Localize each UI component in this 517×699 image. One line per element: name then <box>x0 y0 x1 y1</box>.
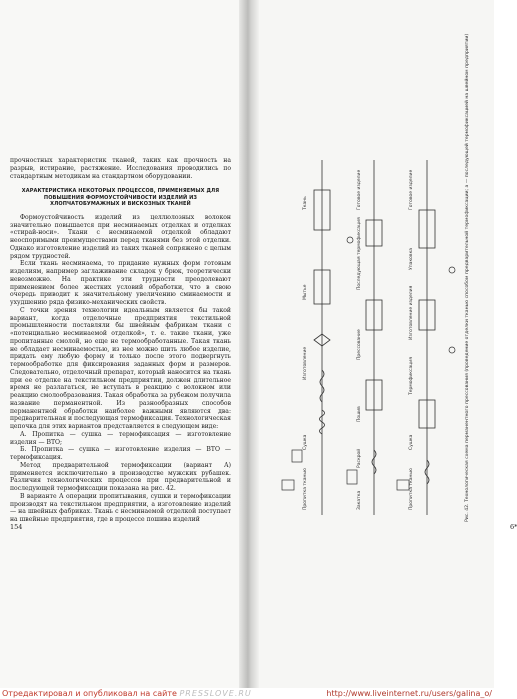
diagram-label: Пошив <box>357 406 362 422</box>
paragraph: Формоустойчивость изделий из целлюлозных волокон значительно повышается при несминаемых отделках и отделках «стирай-носи». Ткани с несминаемой отделкой обладают неоспоримыми преимуществами перед тканями без этой отделки. Однако изготовление изделий из таких тканей сопряжено с целым рядом трудностей. <box>10 213 231 260</box>
page-number-right: 6* <box>510 523 517 531</box>
section-heading: ХАРАКТЕРИСТИКА НЕКОТОРЫХ ПРОЦЕССОВ, ПРИМЕНЯЕМЫХ ДЛЯ ПОВЫШЕНИЯ ФОРМОУСТОЙЧИВОСТИ ИЗДЕЛИЙ ИЗ ХЛОПЧАТОБУМАЖНЫХ И ВИСКОЗНЫХ ТКАНЕЙ <box>21 188 220 208</box>
left-page <box>0 0 247 690</box>
diagram-label: Прессование <box>357 329 362 360</box>
paragraph: Б. Пропитка — сушка — изготовление изделия — ВТО — термофиксация. <box>10 446 231 461</box>
diagram-label: Закатка <box>357 490 362 510</box>
watermark-left-text: Отредактировал и опубликовал на сайте <box>2 689 177 698</box>
book-gutter <box>239 0 259 690</box>
diagram-label: Термофиксация <box>409 357 414 395</box>
paragraph: Если ткань несминаема, то придание нужных форм готовым изделиям, например заглаживание складок у брюк, теоретически невозможно. На практике эти трудности преодолевают применением более жестких условий обработки, что в свою очередь приводит к значительному увеличению сминаемости и ухудшению ряда физико-механических свойств. <box>10 260 231 306</box>
diagram-label: Упаковка <box>409 247 414 270</box>
diagram-label: Сушка <box>303 434 308 450</box>
intro-paragraph: прочностных характеристик тканей, таких как прочность на разрыв, истирание, растяжение. Исследования проводились по стандартным методикам на стандартном оборудовании. <box>10 157 231 180</box>
diagram-label: Пропитка тканью <box>409 468 414 510</box>
diagram-label: Ткань <box>303 196 308 210</box>
watermark-link[interactable]: http://www.liveinternet.ru/users/galina_o/ <box>326 689 492 698</box>
paragraph: А. Пропитка — сушка — термофиксация — изготовление изделия — ВТО; <box>10 430 231 446</box>
left-page-text <box>10 157 231 524</box>
page-number-left: 154 <box>10 523 23 531</box>
diagram-label: Мытье <box>303 284 308 300</box>
diagram-label: Раскрой <box>357 448 362 468</box>
diagram-label: Изготовление изделия <box>409 285 414 340</box>
watermark-bar <box>0 688 494 699</box>
watermark-left <box>2 688 252 699</box>
diagram-label: Готовое изделие <box>357 169 362 210</box>
watermark-logo: PRESSLOVE.RU <box>179 689 252 698</box>
diagram-label: Готовое изделие <box>409 169 414 210</box>
diagram-label: Сушка <box>409 434 414 450</box>
diagram-label: Последующая термофиксация <box>357 217 362 290</box>
diagram-label: Изготовление <box>303 346 308 380</box>
process-diagram-svg <box>262 33 477 525</box>
paragraph: Метод предварительной термофиксации (вариант А) применяется исключительно в производстве мужских рубашек. Различия технологических процессов при предварительной и последующей термофиксации показана на рис. 42. <box>10 461 231 492</box>
diagram-label: Пропитка тканью <box>303 468 308 510</box>
figure-caption: Рис. 42. Технологическая схема перманентного прессования (проведение отделки тканью способом предварительной термофиксации; а — последующей термофиксацией на швейном предприятии) <box>465 33 470 522</box>
paragraph: С точки зрения технологии идеальным является бы такой вариант, когда отделочные предприятия текстильной промышленности поставляли бы швейным фабрикам ткани с «потенциально несминаемой отделкой», т. е. такие ткани, уже пропитанные смолой, но еще не термообработанные. Такая ткань не обладает несминаемостью, из нее можно шить любое изделие, придать ему любую форму и только после этого подвергнуть термообработке для фиксирования заданных форм и размеров. Следовательно, отделочный препарат, который наносится на ткань при ее отделке на текстильном предприятии, должен длительное время не разлагаться, не вступать в реакцию с волокном или реакцию смолообразования. Такая обработка за рубежом получила название перманентной. Из разнообразных способов перманентной обработки наиболее важными являются два: предварительная и последующая термофиксация. Технологическая цепочка для этих вариантов представляется в следующем виде: <box>10 306 231 430</box>
paragraph: В варианте А операции пропитывания, сушки и термофиксации производят на текстильном предприятии, а изготовление изделий — на швейных фабриках. Ткань с несминаемой отделкой поступает на швейные предприятия, где в процессе пошива изделий <box>10 492 231 523</box>
process-diagram <box>262 33 477 525</box>
